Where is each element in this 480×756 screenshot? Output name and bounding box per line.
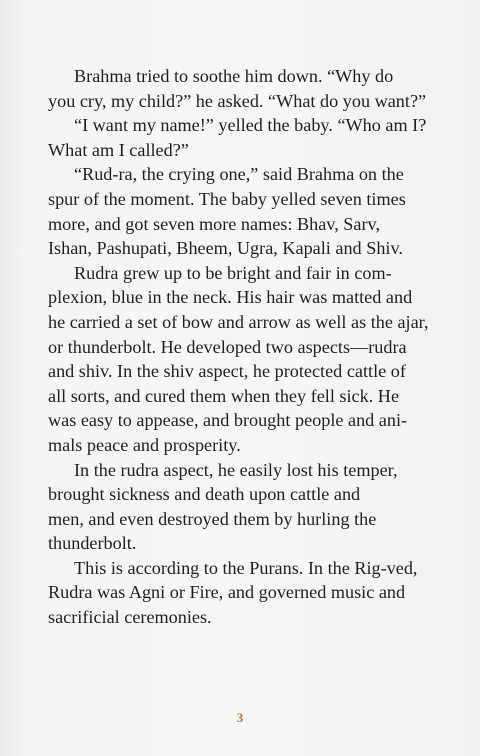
- paragraph-6: [48, 556, 438, 630]
- text-line: spur of the moment. The baby yelled seven times: [48, 188, 406, 209]
- text-line: was easy to appease, and brought people and ani-: [48, 410, 408, 431]
- paragraph-2: [48, 113, 438, 162]
- text-line: he carried a set of bow and arrow as well as the ajar,: [48, 311, 429, 332]
- text-line: plexion, blue in the neck. His hair was matted and: [48, 287, 413, 308]
- text-line: and shiv. In the shiv aspect, he protected cattle of: [48, 361, 406, 382]
- text-line: more, and got seven more names: Bhav, Sarv,: [48, 213, 381, 234]
- text-line: What am I called?”: [48, 139, 189, 160]
- body-text: [48, 64, 438, 630]
- text-line: men, and even destroyed them by hurling the: [48, 508, 377, 529]
- text-line: In the rudra aspect, he easily lost his temper,: [74, 459, 398, 480]
- paragraph-5: [48, 458, 438, 556]
- text-line: or thunderbolt. He developed two aspects—rudra: [48, 336, 407, 357]
- text-line: brought sickness and death upon cattle and: [48, 484, 361, 505]
- page-number: 3: [236, 710, 244, 725]
- text-line: mals peace and prosperity.: [48, 434, 241, 455]
- text-line: “Rud-ra, the crying one,” said Brahma on the: [74, 164, 404, 185]
- text-line: sacrificial ceremonies.: [48, 607, 212, 628]
- text-line: Ishan, Pashupati, Bheem, Ugra, Kapali and Shiv.: [48, 238, 403, 259]
- text-line: This is according to the Purans. In the Rig-ved,: [74, 557, 418, 578]
- text-line: you cry, my child?” he asked. “What do you want?”: [48, 90, 427, 111]
- text-line: Rudra grew up to be bright and fair in com-: [74, 262, 392, 283]
- paragraph-4: [48, 261, 438, 458]
- text-line: Rudra was Agni or Fire, and governed music and: [48, 582, 406, 603]
- text-line: “I want my name!” yelled the baby. “Who am I?: [74, 115, 427, 136]
- paragraph-1: [48, 64, 438, 113]
- text-line: Brahma tried to soothe him down. “Why do: [74, 66, 394, 86]
- text-line: all sorts, and cured them when they fell sick. He: [48, 385, 400, 406]
- text-line: thunderbolt.: [48, 533, 137, 554]
- paragraph-3: [48, 162, 438, 260]
